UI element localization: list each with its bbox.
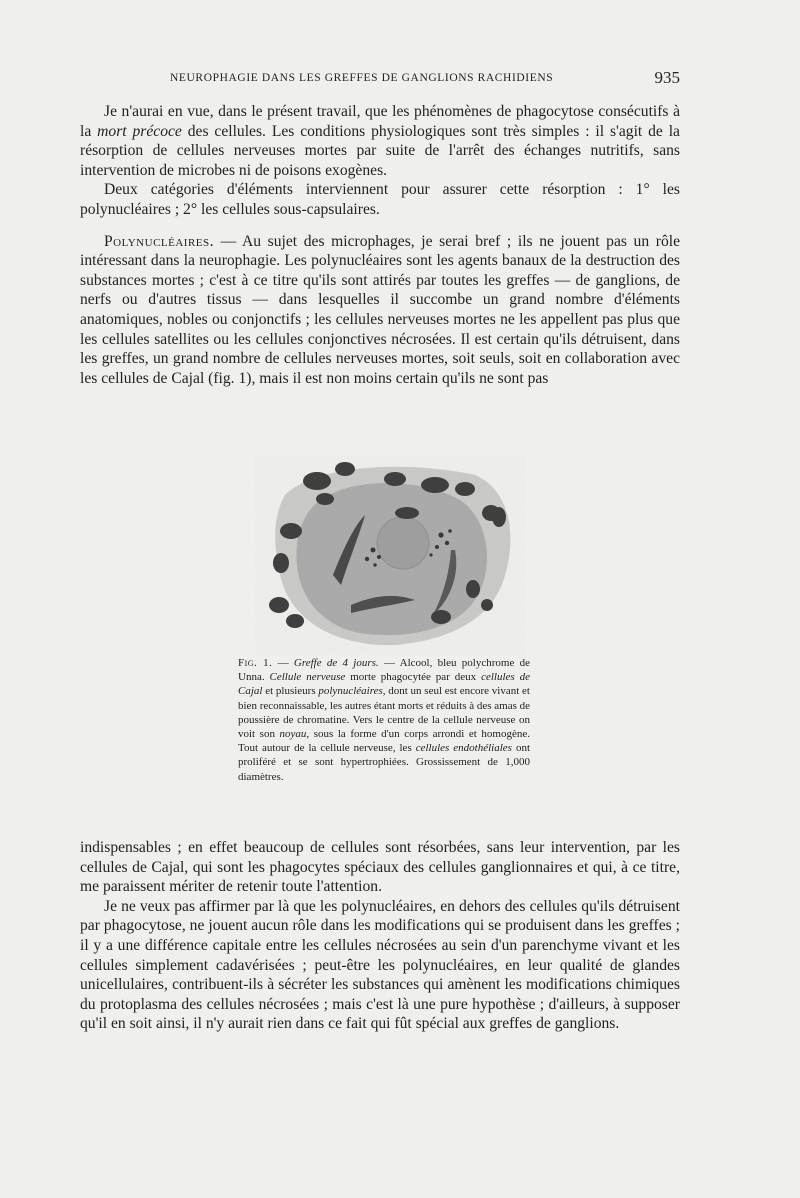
print-grain [255,455,525,655]
paragraph: indispensables ; en effet beaucoup de cellules sont résorbées, sans leur intervention, par les cellules de Cajal, qui sont les phagocytes spéciaux des cellules ganglionnaires et qui, à ce titre, me paraissent mériter de retenir toute l'attention. [80,839,680,896]
figure-label: Fig. 1. [238,657,273,669]
running-title: NEUROPHAGIE DANS LES GREFFES DE GANGLIONS RACHIDIENS [170,72,554,84]
body-text-bottom [80,838,680,1034]
section-heading: Polynucléaires. [104,232,215,250]
page-header [82,68,680,90]
section-paragraph: Polynucléaires. — Au sujet des microphages, je serai bref ; ils ne jouent pas un rôle intéressant dans la neurophagie. Les polynucléaires sont les agents banaux de la destruction des substances mortes ; c'est à ce titre qu'ils sont attirés par toutes les greffes — de ganglions, de nerfs ou d'autres tissus — dans lesquelles il succombe un grand nombre d'éléments anatomiques, nobles ou conjonctifs ; les cellules nerveuses mortes ne les appellent pas plus que les cellules satellites ou les cellules conjonctives nécrosées. Il est certain qu'ils détruisent, dans les greffes, un grand nombre de cellules nerveuses mortes, soit seuls, soit en collaboration avec les cellules de Cajal (fig. 1), mais il est non moins certain qu'ils ne sont pas [80,232,680,387]
paragraph: Je ne veux pas affirmer par là que les polynucléaires, en dehors des cellules qu'ils détruisent par phagocytose, ne jouent aucun rôle dans les modifications qui se produisent dans les greffes ; il y a une différence capitale entre les cellules nécrosées au sein d'un parenchyme vivant et les cellules simplement cadavérisées ; peut-être les polynucléaires, en leur qualité de glandes unicellulaires, contribuent-ils à sécréter les substances qui amènent les modifications chimiques du protoplasma des cellules nécrosées ; mais c'est là une pure hypothèse ; d'ailleurs, à supposer qu'il en soit ainsi, il n'y aurait rien dans ce fait qui fût spécial aux greffes de ganglions. [80,897,680,1033]
page-number: 935 [654,68,680,87]
body-text-top [80,102,680,388]
figure-micrograph [255,455,525,655]
figure-caption: Fig. 1. — Greffe de 4 jours. — Alcool, bleu polychrome de Unna. Cellule nerveuse morte phagocytée par deux cellules de Cajal et plusieurs polynucléaires, dont un seul est encore vivant et bien reconnaissable, les autres étant morts et réduits à des amas de poussière de chromatine. Vers le centre de la cellule nerveuse on voit son noyau, sous la forme d'un corps arrondi et homogène. Tout autour de la cellule nerveuse, les cellules endothéliales ont proliféré et se sont hypertrophiées. Grossissement de 1,000 diamètres. [238,657,531,783]
paragraph: Deux catégories d'éléments interviennent pour assurer cette résorption : 1° les polynucléaires ; 2° les cellules sous-capsulaires. [80,181,680,218]
micrograph-image [255,455,525,655]
paragraph: Je n'aurai en vue, dans le présent travail, que les phénomènes de phagocytose consécutifs à la mort précoce des cellules. Les conditions physiologiques sont très simples : il s'agit de la résorption de cellules nerveuses mortes par suite de l'arrêt des échanges nutritifs, sans intervention de microbes ni de poisons exogènes. [80,103,680,179]
